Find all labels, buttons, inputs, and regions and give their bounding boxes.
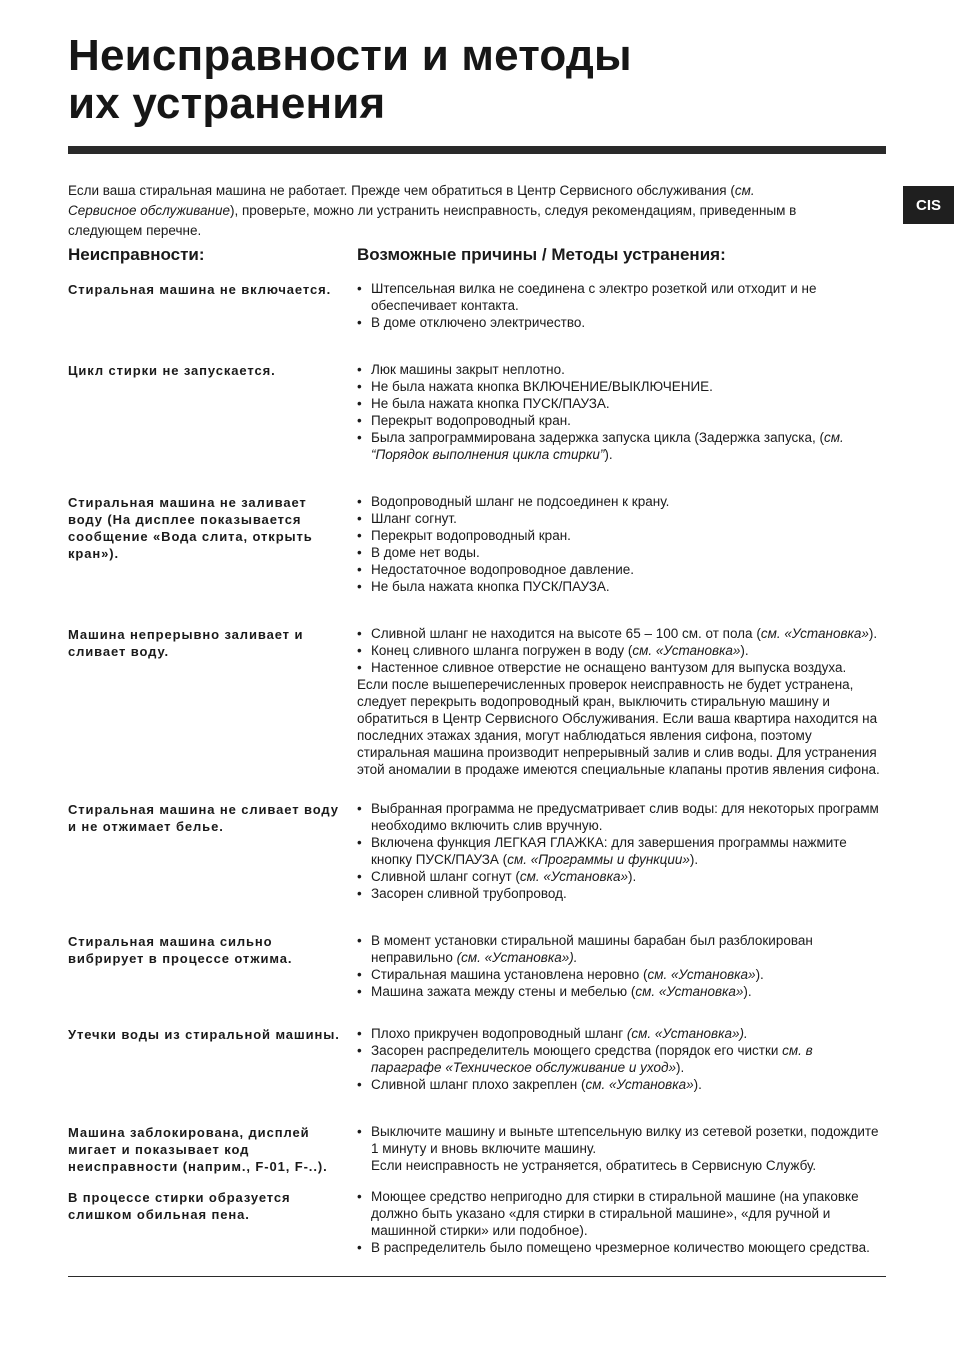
bullet-icon: •: [357, 967, 362, 982]
text-segment: Машина зажата между стены и мебелью (: [371, 984, 636, 999]
bullet-icon: •: [357, 660, 362, 675]
text-segment: ).: [676, 1060, 685, 1075]
problem-label: Стиральная машина не включается.: [68, 282, 332, 297]
bullet-icon: •: [357, 1026, 362, 1041]
table-row: [68, 280, 886, 331]
table-row: [68, 1025, 886, 1093]
cause-item: [357, 868, 886, 885]
problem-label: В процессе стирки образуется слишком обильная пена.: [68, 1190, 291, 1222]
text-segment: Сливной шланг согнут (: [371, 869, 520, 884]
text-segment: Люк машины закрыт неплотно.: [371, 362, 565, 377]
bullet-icon: •: [357, 413, 362, 428]
reference-text: (см. «Установка»).: [456, 950, 578, 965]
text-segment: ).: [743, 984, 752, 999]
cause-item: [357, 510, 886, 527]
text-segment: Включена функция ЛЕГКАЯ ГЛАЖКА: для завершения программы нажмите кнопку ПУСК/ПАУЗА (: [371, 835, 847, 867]
bullet-icon: •: [357, 1240, 362, 1255]
cause-item: [357, 642, 886, 659]
text-segment: Сливной шланг не находится на высоте 65 – 100 см. от пола (: [371, 626, 761, 641]
reference-text: см. «Установка»: [632, 643, 741, 658]
bullet-icon: •: [357, 1043, 362, 1058]
intro-text: [68, 181, 808, 241]
cause-item: [357, 361, 886, 378]
problem-label: Стиральная машина не сливает воду и не отжимает белье.: [68, 802, 339, 834]
text-segment: Если после вышеперечисленных проверок неисправность не будет устранена, следует перекрыть водопроводный кран, выключить стиральную машину и обратиться в Центр Сервисного Обслуживания. Если ваша квартира находится на последних этажах здания, могут наблюдаться явления сифона, поэтому стиральная машина производит непрерывный залив и слив воды. Для устранения этой аномалии в продаже имеются специальные клапаны против явления сифона.: [357, 677, 880, 777]
text-segment: В распределитель было помещено чрезмерное количество моющего средства.: [371, 1240, 870, 1255]
text-segment: Штепсельная вилка не соединена с электро розеткой или отходит и не обеспечивает контакта.: [371, 281, 817, 313]
cause-item: [357, 378, 886, 395]
problem-label: Стиральная машина не заливает воду (На дисплее показывается сообщение «Вода слита, открыть кран»).: [68, 495, 313, 561]
problem-label: Машина непрерывно заливает и сливает воду.: [68, 627, 304, 659]
cause-item: [357, 966, 886, 983]
bullet-icon: •: [357, 494, 362, 509]
reference-text: см. «Установка»: [647, 967, 756, 982]
bullet-icon: •: [357, 933, 362, 948]
text-segment: В доме отключено электричество.: [371, 315, 586, 330]
cause-item: [357, 527, 886, 544]
bullet-icon: •: [357, 1077, 362, 1092]
text-segment: Засорен сливной трубопровод.: [371, 886, 567, 901]
text-segment: Не была нажата кнопка ПУСК/ПАУЗА.: [371, 396, 610, 411]
bullet-icon: •: [357, 430, 362, 445]
reference-text: (см. «Установка»).: [626, 1026, 748, 1041]
text-segment: Перекрыт водопроводный кран.: [371, 528, 571, 543]
text-segment: Была запрограммирована задержка запуска цикла (Задержка запуска, (: [371, 430, 825, 445]
text-segment: ).: [740, 643, 749, 658]
bullet-icon: •: [357, 379, 362, 394]
bullet-icon: •: [357, 396, 362, 411]
reference-text: см. «Установка»: [519, 869, 628, 884]
bullet-icon: •: [357, 835, 362, 850]
text-segment: Если ваша стиральная машина не работает. Прежде чем обратиться в Центр Сервисного обслуживания (: [68, 183, 735, 198]
reference-text: см. “Порядок выполнения цикла стирки”: [371, 430, 844, 462]
text-segment: Водопроводный шланг не подсоединен к крану.: [371, 494, 670, 509]
table-row: [68, 625, 886, 778]
reference-text: см. Сервисное обслуживание: [68, 183, 755, 218]
text-segment: Сливной шланг плохо закреплен (: [371, 1077, 586, 1092]
page-title-line-2: их устранения: [68, 79, 386, 128]
bullet-icon: •: [357, 528, 362, 543]
text-segment: Конец сливного шланга погружен в воду (: [371, 643, 633, 658]
causes-list: [357, 800, 886, 902]
bullet-icon: •: [357, 281, 362, 296]
bullet-icon: •: [357, 511, 362, 526]
text-segment: ).: [693, 1077, 702, 1092]
causes-list: [357, 1188, 886, 1256]
cause-item: [357, 395, 886, 412]
cause-item: [357, 561, 886, 578]
cause-item: [357, 885, 886, 902]
reference-text: см. в параграфе «Техническое обслуживание и уход»: [371, 1043, 813, 1075]
text-segment: Недостаточное водопроводное давление.: [371, 562, 634, 577]
text-segment: Выбранная программа не предусматривает слив воды: для некоторых программ необходимо включить слив вручную.: [371, 801, 879, 833]
bullet-icon: •: [357, 869, 362, 884]
problem-label: Машина заблокирована, дисплей мигает и показывает код неисправности (наприм., F-01, F-..).: [68, 1125, 328, 1174]
table-row: [68, 932, 886, 1000]
text-segment: Моющее средство непригодно для стирки в стиральной машине (на упаковке должно быть указано «для стирки в стиральной машине», «для ручной и машинной стирки» или подобное).: [371, 1189, 859, 1238]
cause-item: [357, 625, 886, 642]
bullet-icon: •: [357, 626, 362, 641]
reference-text: см. «Установка»: [635, 984, 744, 999]
cause-item: [357, 493, 886, 510]
text-segment: ), проверьте, можно ли устранить неисправность, следуя рекомендациям, приведенным в следующем перечне.: [68, 203, 797, 238]
bottom-divider: [68, 1276, 886, 1277]
bullet-icon: •: [357, 562, 362, 577]
bullet-icon: •: [357, 1124, 362, 1139]
table-row: [68, 800, 886, 902]
text-segment: Засорен распределитель моющего средства (порядок его чистки: [371, 1043, 783, 1058]
cause-item: [357, 1076, 886, 1093]
cause-item: [357, 1239, 886, 1256]
title-divider: [68, 146, 886, 154]
cause-item: [357, 932, 886, 966]
cause-continuation: [357, 1157, 886, 1174]
bullet-icon: •: [357, 362, 362, 377]
problem-label: Стиральная машина сильно вибрирует в процессе отжима.: [68, 934, 293, 966]
cause-item: [357, 1025, 886, 1042]
cause-item: [357, 1188, 886, 1239]
bullet-icon: •: [357, 643, 362, 658]
text-segment: Настенное сливное отверстие не оснащено вантузом для выпуска воздуха.: [371, 660, 847, 675]
causes-column-heading: Возможные причины / Методы устранения:: [357, 245, 726, 264]
text-segment: Шланг согнут.: [371, 511, 457, 526]
text-segment: ).: [755, 967, 764, 982]
cause-note: [357, 676, 886, 778]
table-row: [68, 1188, 886, 1256]
table-row: [68, 493, 886, 595]
troubleshooting-table: [68, 280, 886, 1256]
bullet-icon: •: [357, 315, 362, 330]
problems-column-heading: Неисправности:: [68, 245, 205, 264]
table-row: [68, 1123, 886, 1175]
reference-text: см. «Программы и функции»: [507, 852, 690, 867]
bullet-icon: •: [357, 579, 362, 594]
page-title-line-1: Неисправности и методы: [68, 31, 632, 80]
bullet-icon: •: [357, 801, 362, 816]
language-tab-cis: CIS: [903, 186, 954, 224]
page-title: [68, 32, 632, 128]
text-segment: В момент установки стиральной машины барабан был разблокирован неправильно: [371, 933, 813, 965]
problem-label: Утечки воды из стиральной машины.: [68, 1027, 340, 1042]
causes-list: [357, 1123, 886, 1175]
text-segment: Если неисправность не устраняется, обратитесь в Сервисную Службу.: [371, 1158, 817, 1173]
text-segment: Выключите машину и выньте штепсельную вилку из сетевой розетки, подождите 1 минуту и вновь включите машину.: [371, 1124, 879, 1156]
text-segment: Не была нажата кнопка ВКЛЮЧЕНИЕ/ВЫКЛЮЧЕНИЕ.: [371, 379, 713, 394]
text-segment: Перекрыт водопроводный кран.: [371, 413, 571, 428]
cause-item: [357, 314, 886, 331]
text-segment: ).: [689, 852, 699, 867]
causes-list: [357, 493, 886, 595]
cause-item: [357, 280, 886, 314]
text-segment: ).: [604, 447, 613, 462]
cause-item: [357, 834, 886, 868]
text-segment: В доме нет воды.: [371, 545, 480, 560]
cause-item: [357, 578, 886, 595]
cause-item: [357, 983, 886, 1000]
problem-label: Цикл стирки не запускается.: [68, 363, 276, 378]
text-segment: Стиральная машина установлена неровно (: [371, 967, 648, 982]
cause-item: [357, 659, 886, 676]
causes-list: [357, 1025, 886, 1093]
causes-list: [357, 280, 886, 331]
reference-text: см. «Установка»: [585, 1077, 694, 1092]
table-row: [68, 361, 886, 463]
text-segment: ).: [868, 626, 878, 641]
bullet-icon: •: [357, 1189, 362, 1204]
text-segment: Плохо прикручен водопроводный шланг: [371, 1026, 627, 1041]
causes-list: [357, 625, 886, 778]
reference-text: см. «Установка»: [760, 626, 869, 641]
text-segment: ).: [628, 869, 637, 884]
causes-list: [357, 932, 886, 1000]
causes-list: [357, 361, 886, 463]
cause-item: [357, 412, 886, 429]
cause-item: [357, 429, 886, 463]
cause-item: [357, 544, 886, 561]
bullet-icon: •: [357, 545, 362, 560]
bullet-icon: •: [357, 984, 362, 999]
text-segment: Не была нажата кнопка ПУСК/ПАУЗА.: [371, 579, 610, 594]
bullet-icon: •: [357, 886, 362, 901]
cause-item: [357, 800, 886, 834]
cause-item: [357, 1123, 886, 1157]
cause-item: [357, 1042, 886, 1076]
